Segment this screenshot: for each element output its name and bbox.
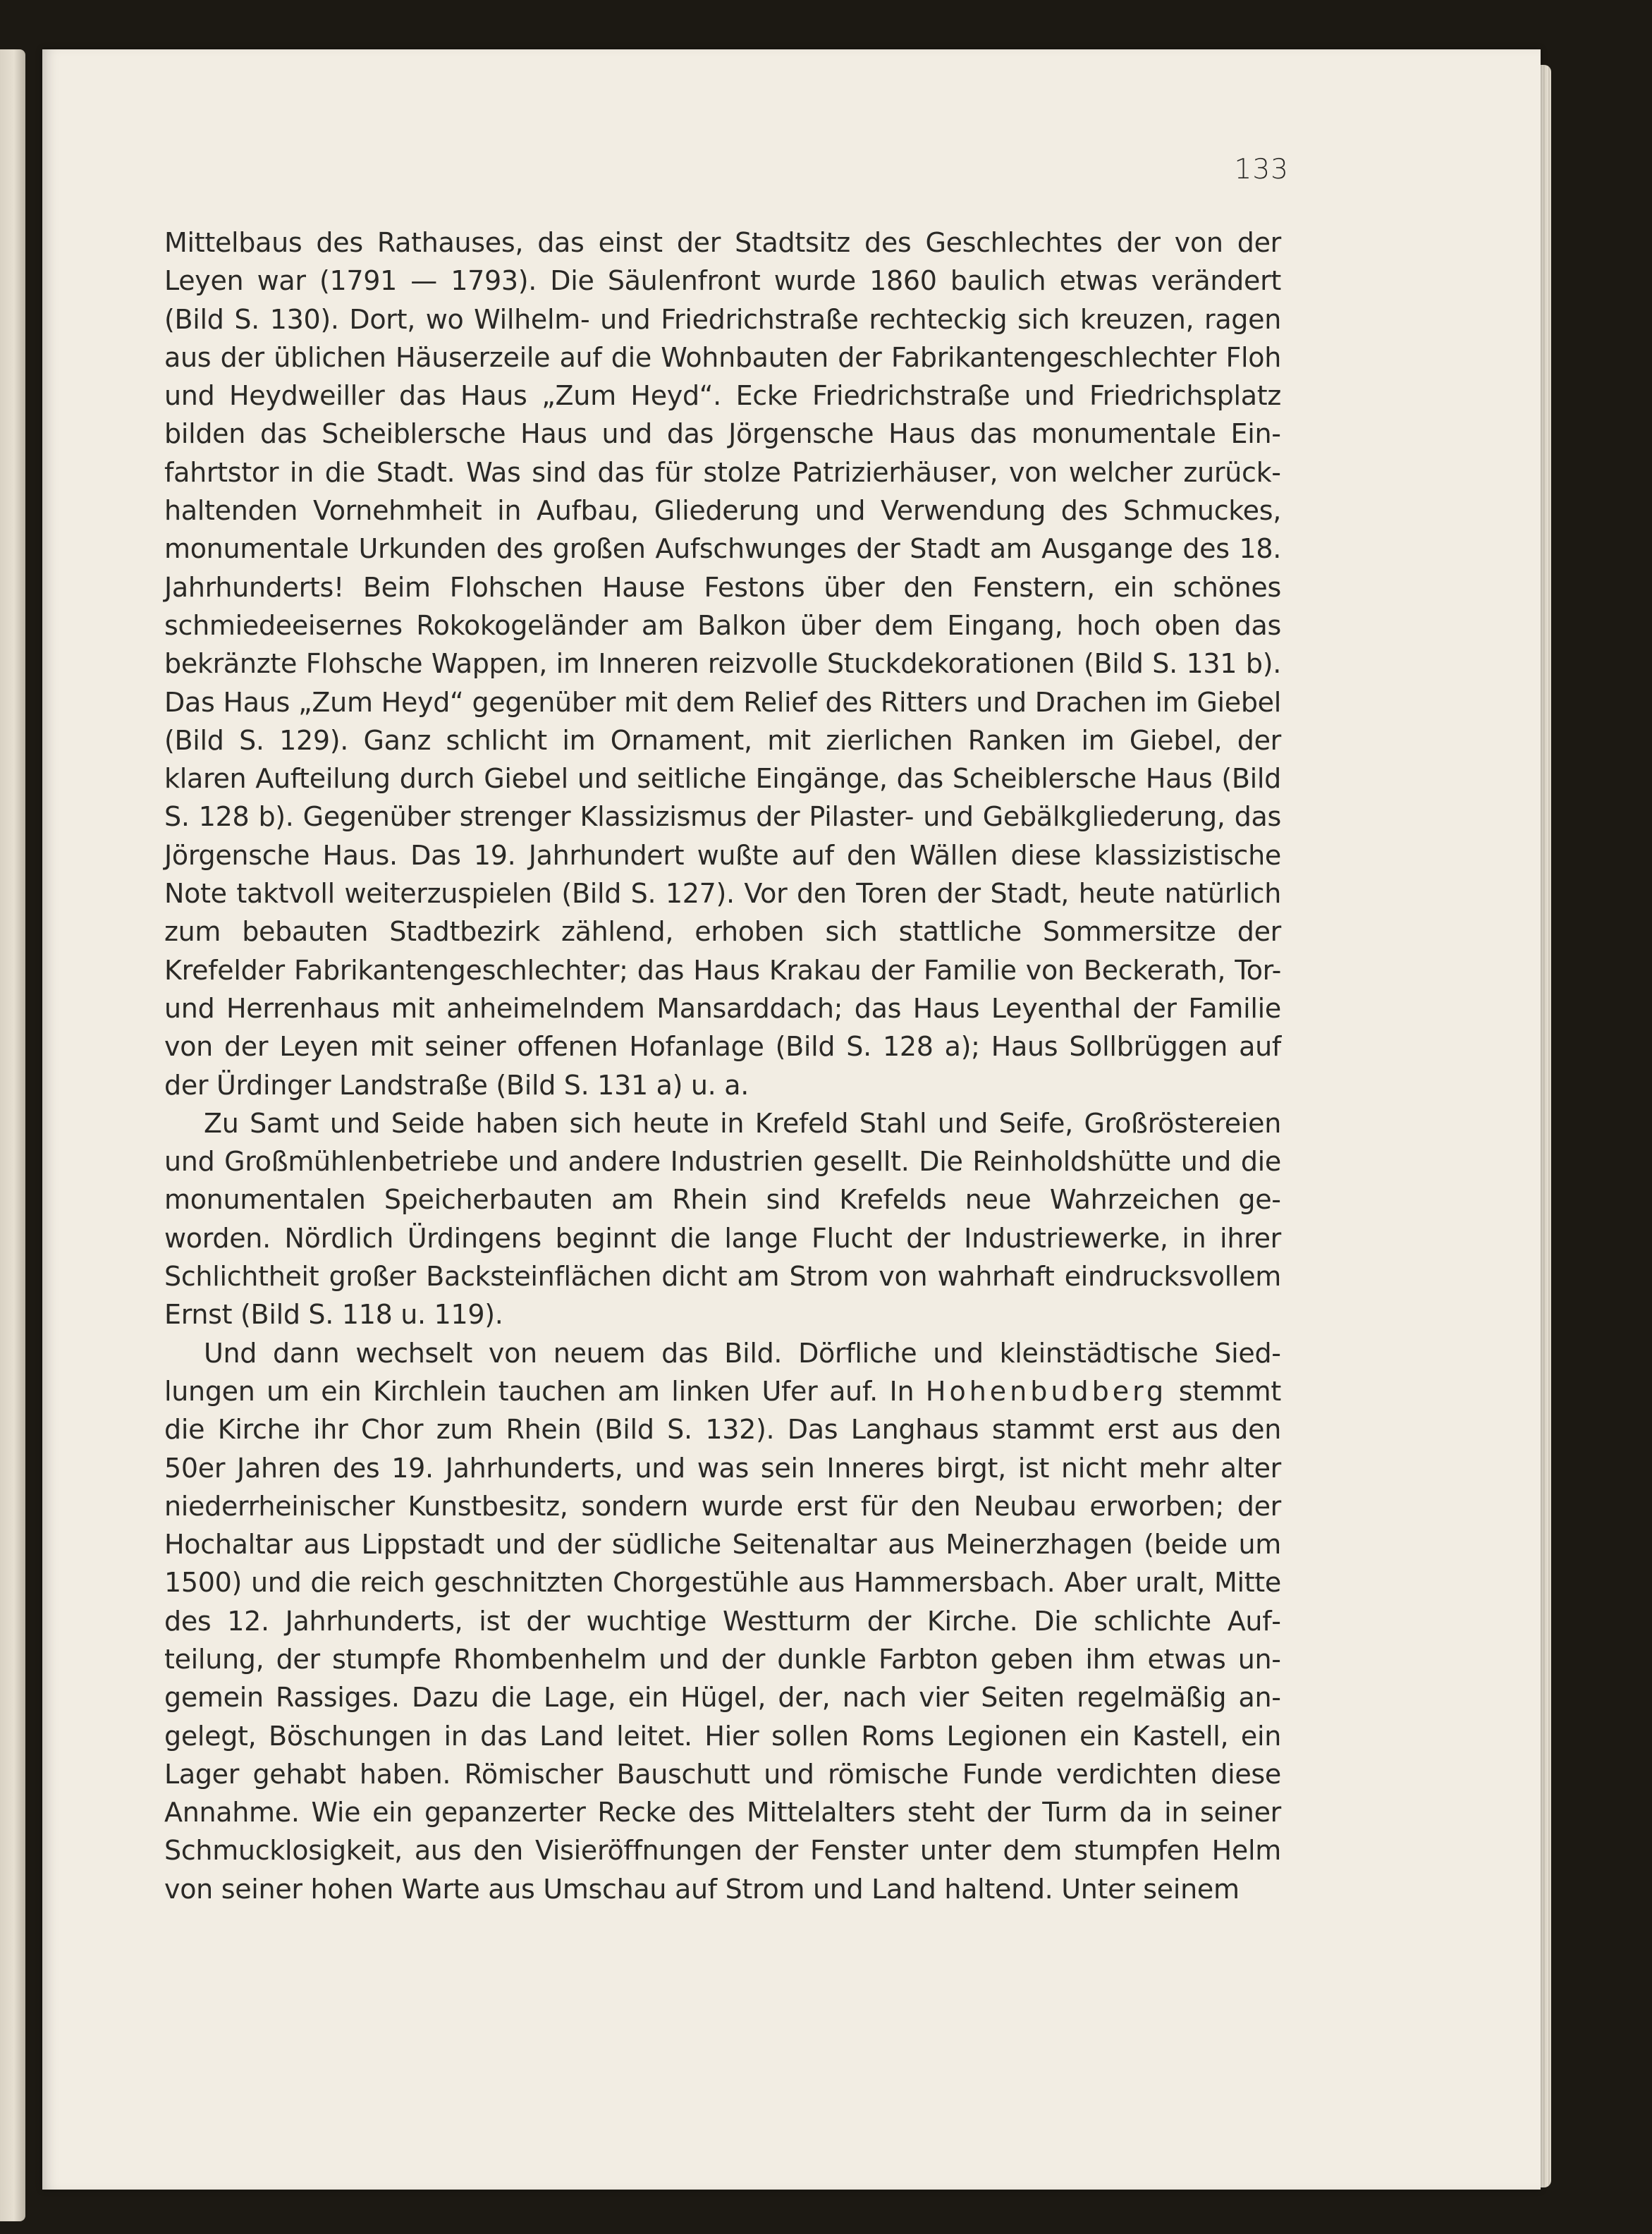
paragraph-hohenbudberg-start: Und dann wechselt von neuem das Bild. Dörfliche und kleinstädtische Siedlungen um ein Kirchlein tauchen am linken Ufer auf. In (164, 1337, 1281, 1407)
body-text (164, 224, 1281, 1908)
paragraph-industrie: Zu Samt und Seide haben sich heute in Krefeld Stahl und Seife, Großröstereien und Großmühlenbetriebe und andere Industrien gesellt. Die Reinholdshütte und die monumentalen Speicherbauten am Rhein sind Krefelds neue Wahrzeichen geworden. Nördlich Ürdingens beginnt die lange Flucht der Industriewerke, in ihrer Schlichtheit großer Backsteinflächen dicht am Strom von wahrhaft eindrucksvollem Ernst (Bild S. 118 u. 119). (164, 1107, 1281, 1331)
paragraph-hohenbudberg (164, 1334, 1281, 1908)
spaced-place-name: Hohenbudberg (925, 1375, 1168, 1407)
previous-page-edge (0, 49, 25, 2221)
paragraph-hohenbudberg-rest: stemmt die Kirche ihr Chor zum Rhein (Bild S. 132). Das Langhaus stammt erst aus den 50er Jahren des 19. Jahrhunderts, und was sein Inneres birgt, ist nicht mehr alter niederrheinischer Kunstbesitz, sondern wurde erst für den Neubau erworben; der Hochaltar aus Lippstadt und der südliche Seitenaltar aus Meinerzhagen (beide um 1500) und die reich geschnitzten Chorgestühle aus Hammersbach. Aber uralt, Mitte des 12. Jahrhunderts, ist der wuchtige Westturm der Kirche. Die schlichte Aufteilung, der stumpfe Rhombenhelm und der dunkle Farbton geben ihm etwas ungemein Rassiges. Dazu die Lage, ein Hügel, der, nach vier Seiten regelmäßig angelegt, Böschungen in das Land leitet. Hier sollen Roms Legionen ein Kastell, ein Lager gehabt haben. Römischer Bauschutt und römische Funde verdichten diese Annahme. Wie ein gepanzerter Recke des Mittelalters steht der Turm da in seiner Schmucklosigkeit, aus den Visieröffnungen der Fenster unter dem stumpfen Helm von seiner hohen Warte aus Umschau auf Strom und Land haltend. Unter seinem (164, 1375, 1281, 1905)
paragraph-rathaus: Mittelbaus des Rathauses, das einst der Stadtsitz des Geschlechtes der von der Leyen war (1791 — 1793). Die Säulenfront wurde 1860 baulich etwas verändert (Bild S. 130). Dort, wo Wilhelm- und Friedrichstraße rechteckig sich kreuzen, ragen aus der üblichen Häuserzeile auf die Wohnbauten der Fabrikantengeschlechter Floh und Heydweiller das Haus „Zum Heyd“. Ecke Friedrichstraße und Friedrichsplatz bilden das Scheiblersche Haus und das Jörgensche Haus das monumentale Einfahrtstor in die Stadt. Was sind das für stolze Patrizierhäuser, von welcher zurückhaltenden Vornehmheit in Aufbau, Gliederung und Verwendung des Schmuckes, monumentale Urkunden des großen Aufschwunges der Stadt am Ausgange des 18. Jahrhunderts! Beim Flohschen Hause Festons über den Fenstern, ein schönes schmiedeeisernes Rokokogeländer am Balkon über dem Eingang, hoch oben das bekränzte Flohsche Wappen, im Inneren reizvolle Stuckdekorationen (Bild S. 131 b). Das Haus „Zum Heyd“ gegenüber mit dem Relief des Ritters und Drachen im Giebel (Bild S. 129). Ganz schlicht im Ornament, mit zierlichen Ranken im Giebel, der klaren Aufteilung durch Giebel und seitliche Eingänge, das Scheiblersche Haus (Bild S. 128 b). Gegenüber strenger Klassizismus der Pilaster- und Gebälkgliederung, das Jörgensche Haus. Das 19. Jahrhundert wußte auf den Wällen diese klassizistische Note taktvoll weiterzuspielen (Bild S. 127). Vor den Toren der Stadt, heute natürlich zum bebauten Stadtbezirk zählend, erhoben sich stattliche Sommersitze der Krefelder Fabrikantengeschlechter; das Haus Krakau der Familie von Beckerath, Tor- und Herrenhaus mit anheimelndem Mansarddach; das Haus Leyenthal der Familie von der Leyen mit seiner offenen Hofanlage (Bild S. 128 a); Haus Sollbrüggen auf der Ürdinger Landstraße (Bild S. 131 a) u. a. (164, 227, 1281, 1101)
page-number: 133 (1234, 154, 1289, 185)
